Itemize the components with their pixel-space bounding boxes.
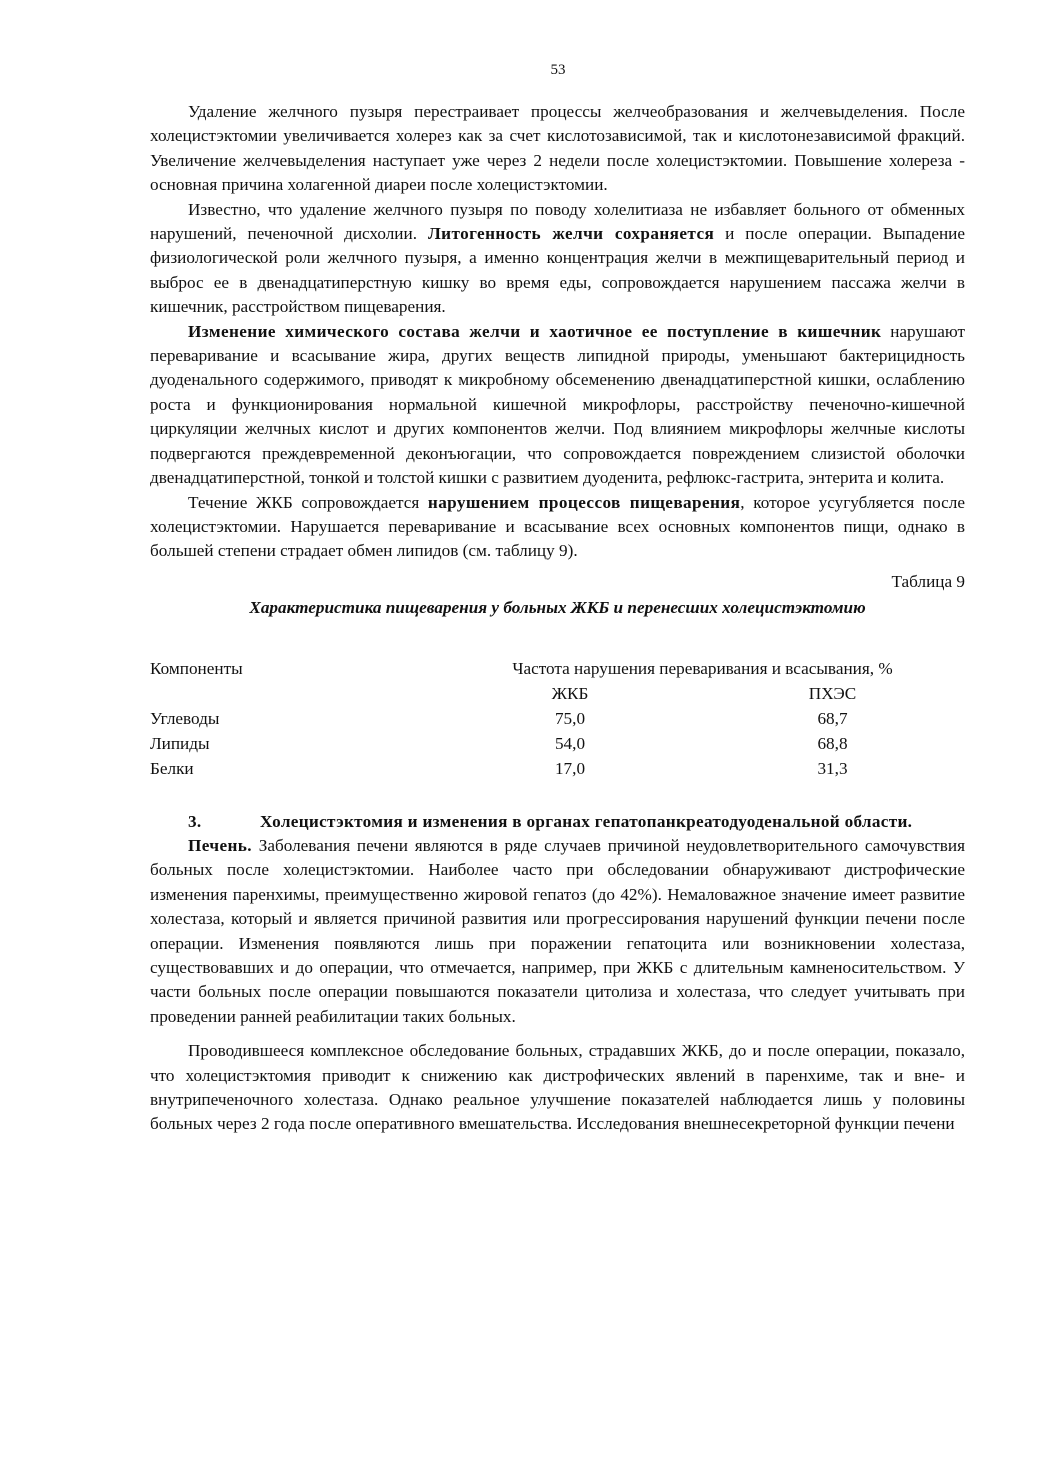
subheader-zhkb: ЖКБ: [551, 683, 589, 703]
digestion-table: [150, 657, 965, 782]
subheader-pkhes: ПХЭС: [808, 683, 857, 703]
header-components: Компоненты: [150, 658, 243, 678]
table-label: Таблица 9: [891, 571, 965, 591]
table-row: [150, 757, 965, 782]
row-value-pkhes: 68,8: [817, 733, 848, 753]
paragraph-3-bold: Изменение химического состава желчи и хаотичное ее поступление в кишечник: [188, 321, 882, 341]
row-value-pkhes: 68,7: [817, 708, 848, 728]
paragraph-5: [150, 834, 965, 1029]
paragraph-4-bold: нарушением процессов пищеварения: [427, 492, 741, 512]
header-frequency: Частота нарушения переваривания и всасывания, %: [512, 658, 893, 678]
paragraph-5-bold: Печень.: [188, 835, 252, 855]
paragraph-2-text-b: и после операции. Выпадение физиологической роли желчного пузыря, а именно концентрация желчи в межпищеварительный период и выброс ее в двенадцатиперстную кишку во время еды, сопровождается нарушением пассажа желчи в кишечник, расстройством пищеварения.: [150, 224, 965, 317]
paragraph-2-bold: Литогенность желчи сохраняется: [427, 224, 715, 244]
paragraph-4: [150, 491, 965, 564]
table-row: [150, 707, 965, 732]
paragraph-4-text-a: Течение ЖКБ сопровождается: [188, 492, 428, 512]
row-value-zhkb: 75,0: [554, 708, 586, 728]
row-value-zhkb: 17,0: [554, 758, 586, 778]
paragraph-3: [150, 320, 965, 491]
section-title: Холецистэктомия и изменения в органах гепатопанкреатодуоденальной области.: [260, 811, 913, 831]
paragraph-1: Удаление желчного пузыря перестраивает процессы желчеобразования и желчевыделения. После холецистэктомии увеличивается холерез как за счет кислотозависимой, так и кислотонезависимой фракций. Увеличение желчевыделения наступает уже через 2 недели после холецистэктомии. Повышение холереза - основная причина холагенной диареи после холецистэктомии.: [150, 102, 965, 195]
row-name: Белки: [150, 758, 194, 778]
row-value-zhkb: 54,0: [554, 733, 586, 753]
paragraph-5-text: Заболевания печени являются в ряде случаев причиной неудовлетворительного самочувствия больных после холецистэктомии. Наиболее часто при обследовании обнаруживают дистрофические изменения паренхимы, преимущественно жировой гепатоз (до 42%). Немаловажное значение имеет развитие холестаза, который и является причиной развития или прогрессирования нарушений функции печени после операции. Изменения появляются лишь при поражении гепатоцита или возникновении холестаза, существовавших и до операции, что отмечается, например, при ЖКБ с длительным камненосительством. У части больных после операции повышаются показатели цитолиза и холестаза, что следует учитывать при проведении ранней реабилитации таких больных.: [150, 835, 965, 1026]
paragraph-2: [150, 198, 965, 320]
section-heading: [150, 810, 1002, 834]
page-number: 53: [550, 62, 566, 78]
paragraph-2-text-a: Известно, что удаление желчного пузыря по поводу холелитиаза не избавляет больного от обменных нарушений, печеночной дисхолии.: [150, 199, 965, 244]
table-subheader-row: [150, 682, 965, 707]
paragraph-4-text-b: , которое усугубляется после холецистэктомии. Нарушается переваривание и всасывание всех основных компонентов пищи, однако в большей степени страдает обмен липидов (см. таблицу 9).: [150, 492, 965, 561]
row-value-pkhes: 31,3: [817, 758, 848, 778]
table-row: [150, 732, 965, 757]
row-name: Углеводы: [150, 708, 220, 728]
table-header-row: [150, 657, 965, 682]
document-body: [150, 100, 965, 1137]
paragraph-3-text: нарушают переваривание и всасывание жира, других веществ липидной природы, уменьшают бактерицидность дуоденального содержимого, приводят к микробному обсеменению двенадцатиперстной кишки, ослаблению роста и функционирования нормальной кишечной микрофлоры, расстройству печеночно-кишечной циркуляции желчных кислот и других компонентов желчи. Под влиянием микрофлоры желчные кислоты подвергаются преждевременной деконъюгации, что сопровождается повреждением слизистой оболочки двенадцатиперстной, тонкой и толстой кишки с развитием дуоденита, рефлюкс-гастрита, энтерита и колита.: [150, 321, 966, 488]
paragraph-6: Проводившееся комплексное обследование больных, страдавших ЖКБ, до и после операции, показало, что холецистэктомия приводит к снижению как дистрофических явлений в паренхиме, так и вне- и внутрипеченочного холестаза. Однако реальное улучшение показателей наблюдается лишь у половины больных через 2 года после оперативного вмешательства. Исследования внешнесекреторной функции печени: [150, 1041, 965, 1134]
table-caption: Характеристика пищеварения у больных ЖКБ и перенесших холецистэктомию: [249, 598, 866, 618]
row-name: Липиды: [150, 733, 210, 753]
section-number: 3.: [188, 811, 202, 831]
